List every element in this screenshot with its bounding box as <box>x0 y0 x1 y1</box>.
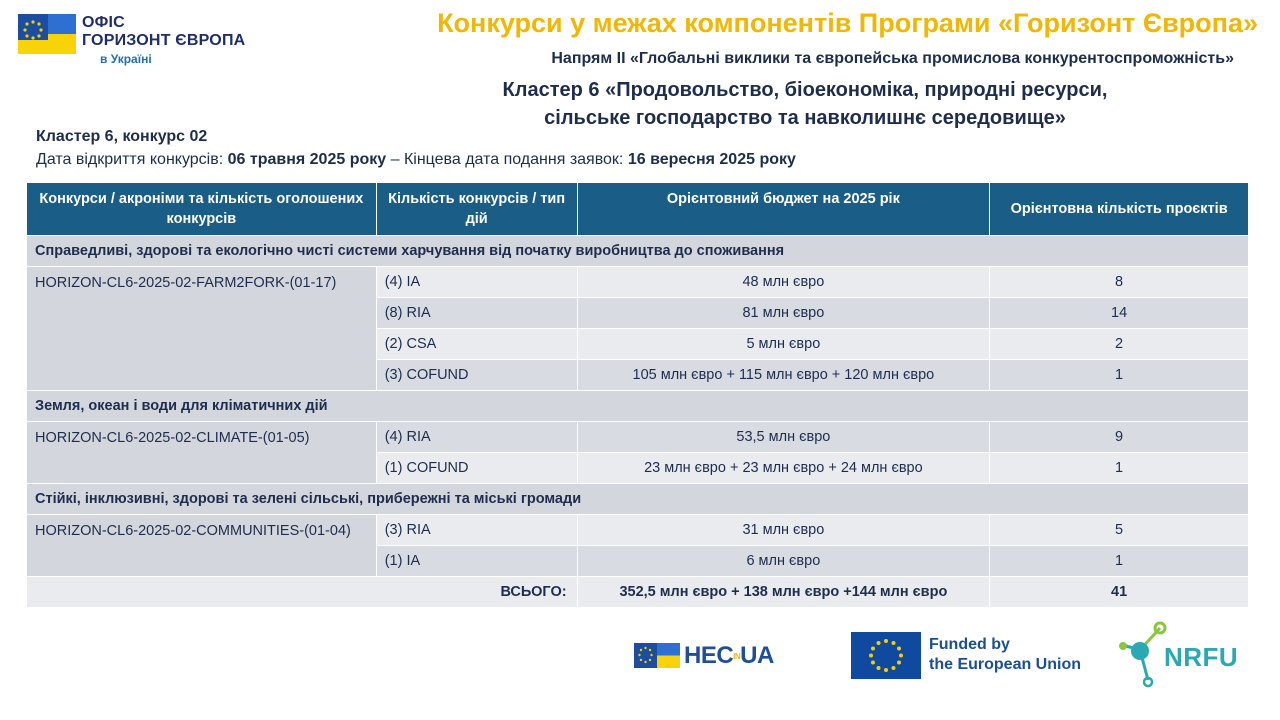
projects-cell: 14 <box>990 298 1249 329</box>
cluster-title-line-2: сільське господарство та навколишнє середовище» <box>544 107 1066 129</box>
page-title: Конкурси у межах компонентів Програми «Горизонт Європа» <box>437 8 1258 38</box>
page-subtitle: Напрям II «Глобальні виклики та європейська промислова конкурентоспроможність» <box>551 50 1234 67</box>
projects-cell: 5 <box>990 515 1249 546</box>
nrfu-logo <box>1114 620 1244 690</box>
logo-line-3: в Україні <box>100 52 152 66</box>
cluster-title <box>0 76 1280 132</box>
section-row <box>27 484 1249 515</box>
hec-label: HEC <box>684 642 734 669</box>
projects-cell: 9 <box>990 422 1249 453</box>
open-date: 06 травня 2025 року <box>227 151 387 168</box>
logo-line-2: ГОРИЗОНТ ЄВРОПА <box>82 32 246 49</box>
budget-cell: 23 млн євро + 23 млн євро + 24 млн євро <box>577 453 990 484</box>
call-code: HORIZON-CL6-2025-02-COMMUNITIES-(01-04) <box>27 515 377 577</box>
section-row <box>27 391 1249 422</box>
hec-ua-label: UA <box>740 642 774 669</box>
action-type: (2) CSA <box>376 329 577 360</box>
table-row <box>27 267 1249 298</box>
column-header-calls: Конкурси / акроніми та кількість оголошених конкурсів <box>27 183 377 236</box>
action-type: (4) RIA <box>376 422 577 453</box>
action-type: (1) IA <box>376 546 577 577</box>
action-type: (3) RIA <box>376 515 577 546</box>
hec-in-ua-logo <box>634 638 794 674</box>
action-type: (8) RIA <box>376 298 577 329</box>
calls-table <box>26 182 1249 608</box>
table-row <box>27 515 1249 546</box>
budget-cell: 81 млн євро <box>577 298 990 329</box>
eu-ukraine-flag-icon <box>18 14 76 54</box>
open-label: Дата відкриття конкурсів: <box>36 151 228 168</box>
column-header-type: Кількість конкурсів / тип дій <box>376 183 577 236</box>
column-header-budget: Орієнтовний бюджет на 2025 рік <box>577 183 990 236</box>
funded-by-text <box>929 635 1081 675</box>
action-type: (1) COFUND <box>376 453 577 484</box>
logo-line-1: ОФІС <box>82 14 125 31</box>
projects-cell: 2 <box>990 329 1249 360</box>
budget-cell: 105 млн євро + 115 млн євро + 120 млн євро <box>577 360 990 391</box>
call-dates <box>36 151 796 169</box>
hec-in-label: IN <box>733 652 741 662</box>
deadline-date: 16 вересня 2025 року <box>627 151 796 168</box>
total-label: ВСЬОГО: <box>27 577 578 608</box>
section-title: Справедливі, здорові та екологічно чисті системи харчування від початку виробництва до споживання <box>27 236 1249 267</box>
nrfu-text: NRFU <box>1164 642 1239 672</box>
budget-cell: 48 млн євро <box>577 267 990 298</box>
projects-cell: 8 <box>990 267 1249 298</box>
total-projects: 41 <box>990 577 1249 608</box>
budget-cell: 5 млн євро <box>577 329 990 360</box>
table-row <box>27 422 1249 453</box>
call-name: Кластер 6, конкурс 02 <box>36 128 208 145</box>
total-budget: 352,5 млн євро + 138 млн євро +144 млн євро <box>577 577 990 608</box>
call-code: HORIZON-CL6-2025-02-CLIMATE-(01-05) <box>27 422 377 484</box>
column-header-projects: Орієнтовна кількість проєктів <box>990 183 1249 236</box>
projects-cell: 1 <box>990 453 1249 484</box>
deadline-label: Кінцева дата подання заявок: <box>403 151 628 168</box>
section-title: Земля, океан і води для кліматичних дій <box>27 391 1249 422</box>
section-row <box>27 236 1249 267</box>
funded-by-line-1: Funded by <box>929 636 1010 653</box>
eu-ukraine-flag-icon <box>634 643 680 668</box>
projects-cell: 1 <box>990 546 1249 577</box>
dates-separator: – <box>386 151 404 168</box>
budget-cell: 53,5 млн євро <box>577 422 990 453</box>
total-row <box>27 577 1249 608</box>
budget-cell: 31 млн євро <box>577 515 990 546</box>
table-header-row <box>27 183 1249 236</box>
funded-by-line-2: the European Union <box>929 656 1081 673</box>
eu-flag-icon <box>851 632 921 679</box>
action-type: (4) IA <box>376 267 577 298</box>
action-type: (3) COFUND <box>376 360 577 391</box>
projects-cell: 1 <box>990 360 1249 391</box>
office-logo <box>18 10 248 70</box>
budget-cell: 6 млн євро <box>577 546 990 577</box>
call-code: HORIZON-CL6-2025-02-FARM2FORK-(01-17) <box>27 267 377 391</box>
hec-text <box>684 642 774 670</box>
section-title: Стійкі, інклюзивні, здорові та зелені сільські, прибережні та міські громади <box>27 484 1249 515</box>
cluster-title-line-1: Кластер 6 «Продовольство, біоекономіка, природні ресурси, <box>502 79 1108 101</box>
funded-by-eu-logo <box>851 632 1091 680</box>
